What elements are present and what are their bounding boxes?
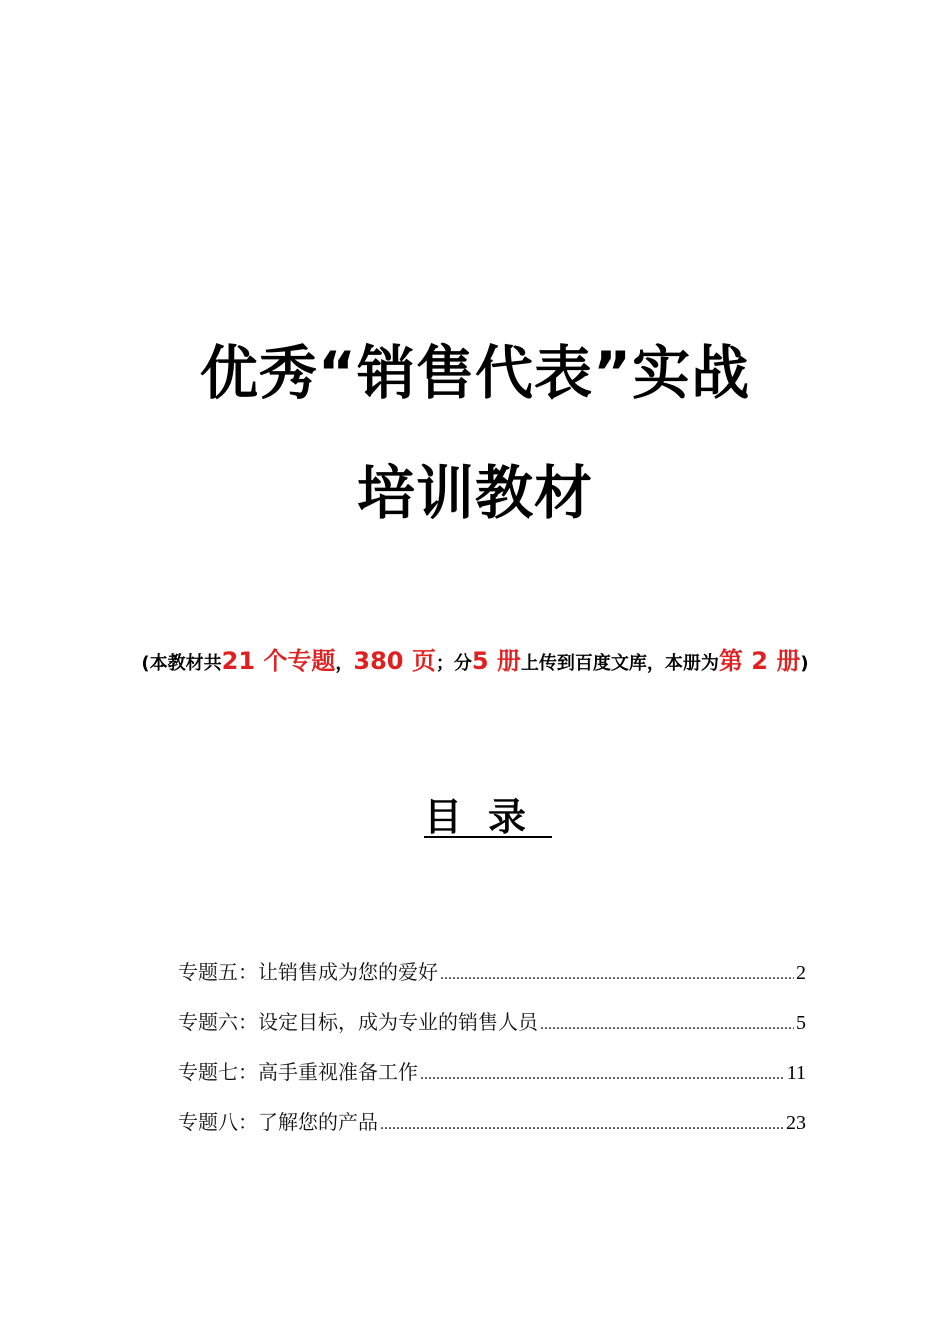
document-subtitle xyxy=(0,646,950,679)
toc-entry-page: 2 xyxy=(796,962,806,984)
toc-entry-label: 专题八：了解您的产品 xyxy=(178,1110,378,1134)
document-title-line-1: 优秀“销售代表”实战 xyxy=(199,339,751,407)
toc-leader-dots xyxy=(420,1066,785,1084)
subtitle-topic-count: 21 个专题 xyxy=(221,647,336,675)
subtitle-text: ；分 xyxy=(435,653,472,674)
subtitle-volume-count: 5 册 xyxy=(471,647,521,675)
document-title-line-2: 培训教材 xyxy=(356,459,593,527)
toc-heading-text: 目录 xyxy=(423,795,552,839)
toc-entry[interactable] xyxy=(178,956,806,1006)
toc-entry[interactable] xyxy=(178,1106,806,1156)
toc-entry-label: 专题六：设定目标，成为专业的销售人员 xyxy=(178,1010,538,1034)
toc-entry-page: 23 xyxy=(786,1112,806,1134)
toc-entry-page: 11 xyxy=(786,1062,806,1084)
toc-entry-label: 专题七：高手重视准备工作 xyxy=(178,1060,418,1084)
subtitle-page-count: 380 页 xyxy=(353,647,436,675)
subtitle-text: ， xyxy=(335,653,354,674)
toc-heading xyxy=(0,795,950,839)
toc-entry[interactable] xyxy=(178,1006,806,1056)
toc-entry[interactable] xyxy=(178,1056,806,1106)
toc-entry-page: 5 xyxy=(796,1012,806,1034)
toc-entry-label: 专题五：让销售成为您的爱好 xyxy=(178,960,438,984)
toc-leader-dots xyxy=(540,1016,794,1034)
subtitle-text: 上传到百度文库，本册为 xyxy=(520,653,719,674)
table-of-contents xyxy=(178,956,806,1156)
subtitle-text: ) xyxy=(800,653,809,674)
subtitle-text: (本教材共 xyxy=(141,653,222,674)
toc-leader-dots xyxy=(440,966,794,984)
toc-leader-dots xyxy=(380,1116,784,1134)
subtitle-current-volume: 第 2 册 xyxy=(718,647,801,675)
